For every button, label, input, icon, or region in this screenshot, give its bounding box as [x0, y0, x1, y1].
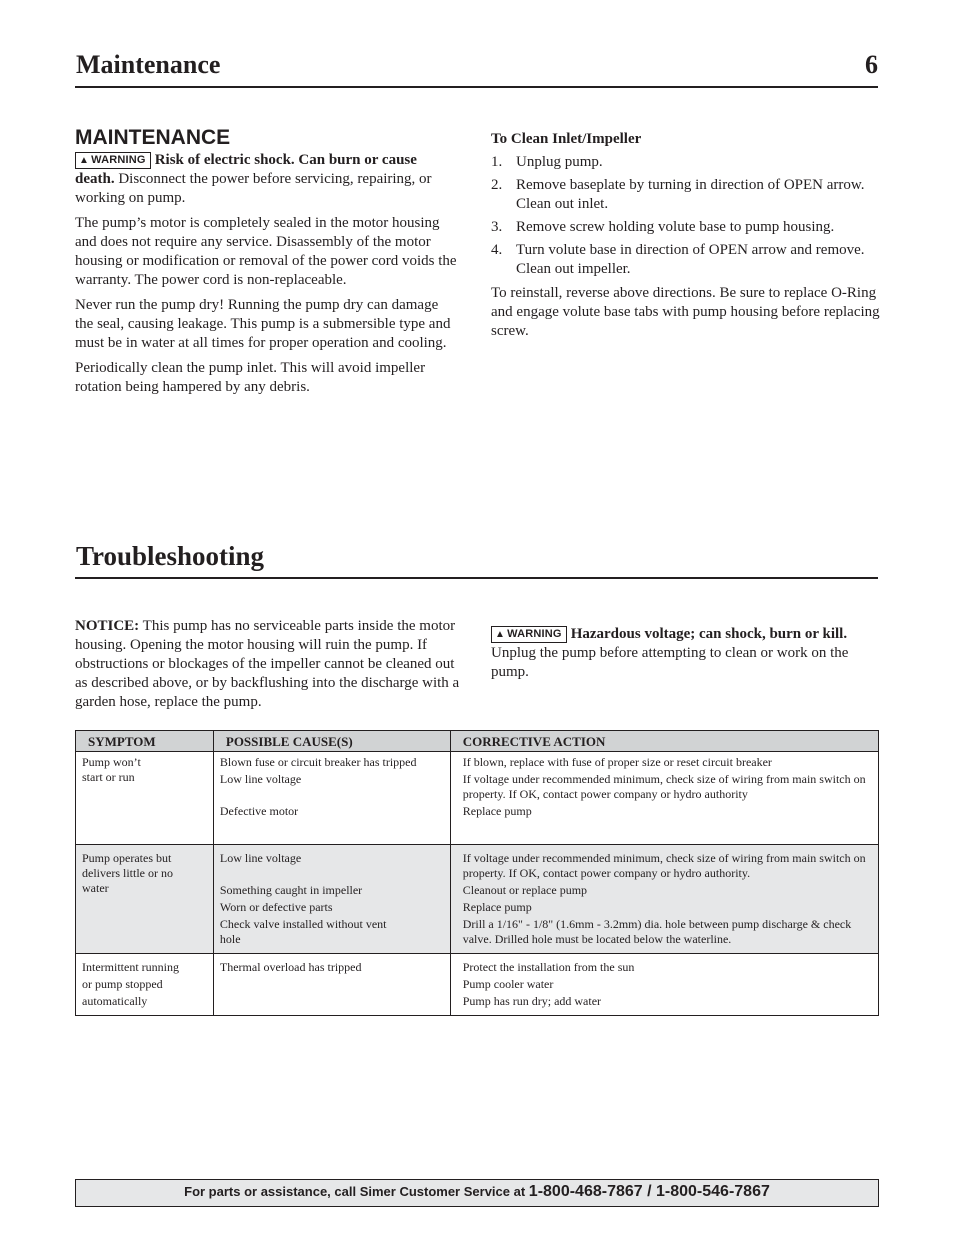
footer-bar: [75, 1179, 879, 1207]
maintenance-paragraph-3: Periodically clean the pump inlet. This will avoid impeller rotation being hampered by any debris.: [75, 360, 426, 395]
action-cell: If voltage under recommended minimum, check size of wiring from main switch on property. If OK, contact power company or hydro authority. Cleanout or replace pump Replace pump Drill a 1/16" - 1/8" (1.6mm - 3.2mm) dia. hole between pump discharge & check valve. Drilled hole must be located below the waterline.: [450, 845, 878, 954]
troubleshooting-title: Troubleshooting: [76, 541, 265, 571]
table-row: [76, 845, 879, 954]
symptom-cell: Pump operates but delivers little or no water: [76, 845, 214, 954]
warning-badge: ▲ WARNING: [491, 626, 567, 643]
section-title: Maintenance: [76, 50, 221, 79]
cause-cell: Low line voltage Something caught in impeller Worn or defective parts Check valve installed without vent hole: [213, 845, 450, 954]
list-item: 2. Remove baseplate by turning in direction of OPEN arrow. Clean out inlet.: [491, 177, 865, 212]
maintenance-paragraph-1: The pump’s motor is completely sealed in the motor housing and does not require any service. Disassembly of the motor housing or modification or removal of the power cord voids the warranty. The power cord is non-replaceable.: [75, 215, 457, 288]
maintenance-heading: MAINTENANCE: [75, 126, 231, 149]
clean-inlet-column: [491, 130, 881, 347]
hazard-warning-block: [491, 625, 883, 688]
notice-block: [75, 617, 467, 718]
header-causes: POSSIBLE CAUSE(S): [213, 731, 450, 752]
maintenance-paragraph-2: Never run the pump dry! Running the pump dry can damage the seal, causing leakage. This pump is a submersible type and must be in water at all times for proper operation and cooling.: [75, 297, 451, 351]
reinstall-paragraph: To reinstall, reverse above directions. Be sure to replace O-Ring and engage volute base tabs with pump housing before replacing screw.: [491, 285, 880, 339]
clean-inlet-heading: To Clean Inlet/Impeller: [491, 131, 642, 147]
warning-triangle-icon: ▲: [495, 629, 506, 640]
maintenance-warning: ▲ WARNING Risk of electric shock. Can burn or cause death. Disconnect the power before servicing, repairing, or working on pump.: [75, 152, 432, 206]
warning-triangle-icon: ▲: [79, 155, 90, 166]
table-header-row: [76, 731, 879, 752]
table-row: [76, 752, 879, 845]
footer-phone: 1-800-468-7867 / 1-800-546-7867: [528, 1183, 770, 1200]
maintenance-column: [75, 128, 460, 403]
page-header: [75, 50, 878, 88]
warning-badge: ▲ WARNING: [75, 152, 151, 169]
header-symptom: SYMPTOM: [76, 731, 214, 752]
cause-cell: Thermal overload has tripped: [213, 954, 450, 1016]
action-cell: Protect the installation from the sun Pump cooler water Pump has run dry; add water: [450, 954, 878, 1016]
cause-cell: Blown fuse or circuit breaker has tripped Low line voltage Defective motor: [213, 752, 450, 845]
clean-steps-list: [491, 153, 881, 279]
troubleshooting-table: [75, 730, 879, 1016]
list-item: 1. Unplug pump.: [491, 154, 603, 170]
notice-paragraph: NOTICE: This pump has no serviceable parts inside the motor housing. Opening the motor housing will ruin the pump. If obstructions or blockages of the impeller cannot be cleaned out as described above, or by backflushing into the discharge with a garden hose, replace the pump.: [75, 618, 460, 710]
header-action: CORRECTIVE ACTION: [450, 731, 878, 752]
table-row: [76, 954, 879, 1016]
footer-text: For parts or assistance, call Simer Customer Service at: [184, 1184, 526, 1199]
troubleshooting-header: [75, 541, 878, 579]
action-cell: If blown, replace with fuse of proper size or reset circuit breaker If voltage under recommended minimum, check size of wiring from main switch on property. If OK, contact power company or hydro authority Replace pump: [450, 752, 878, 845]
list-item: 4. Turn volute base in direction of OPEN arrow and remove. Clean out impeller.: [491, 242, 865, 277]
symptom-cell: Pump won’t start or run: [76, 752, 214, 845]
symptom-cell: Intermittent running or pump stopped automatically: [76, 954, 214, 1016]
list-item: 3. Remove screw holding volute base to pump housing.: [491, 219, 835, 235]
hazard-warning: ▲ WARNING Hazardous voltage; can shock, burn or kill. Unplug the pump before attempting to clean or work on the pump.: [491, 626, 849, 680]
page-number: 6: [865, 50, 878, 79]
